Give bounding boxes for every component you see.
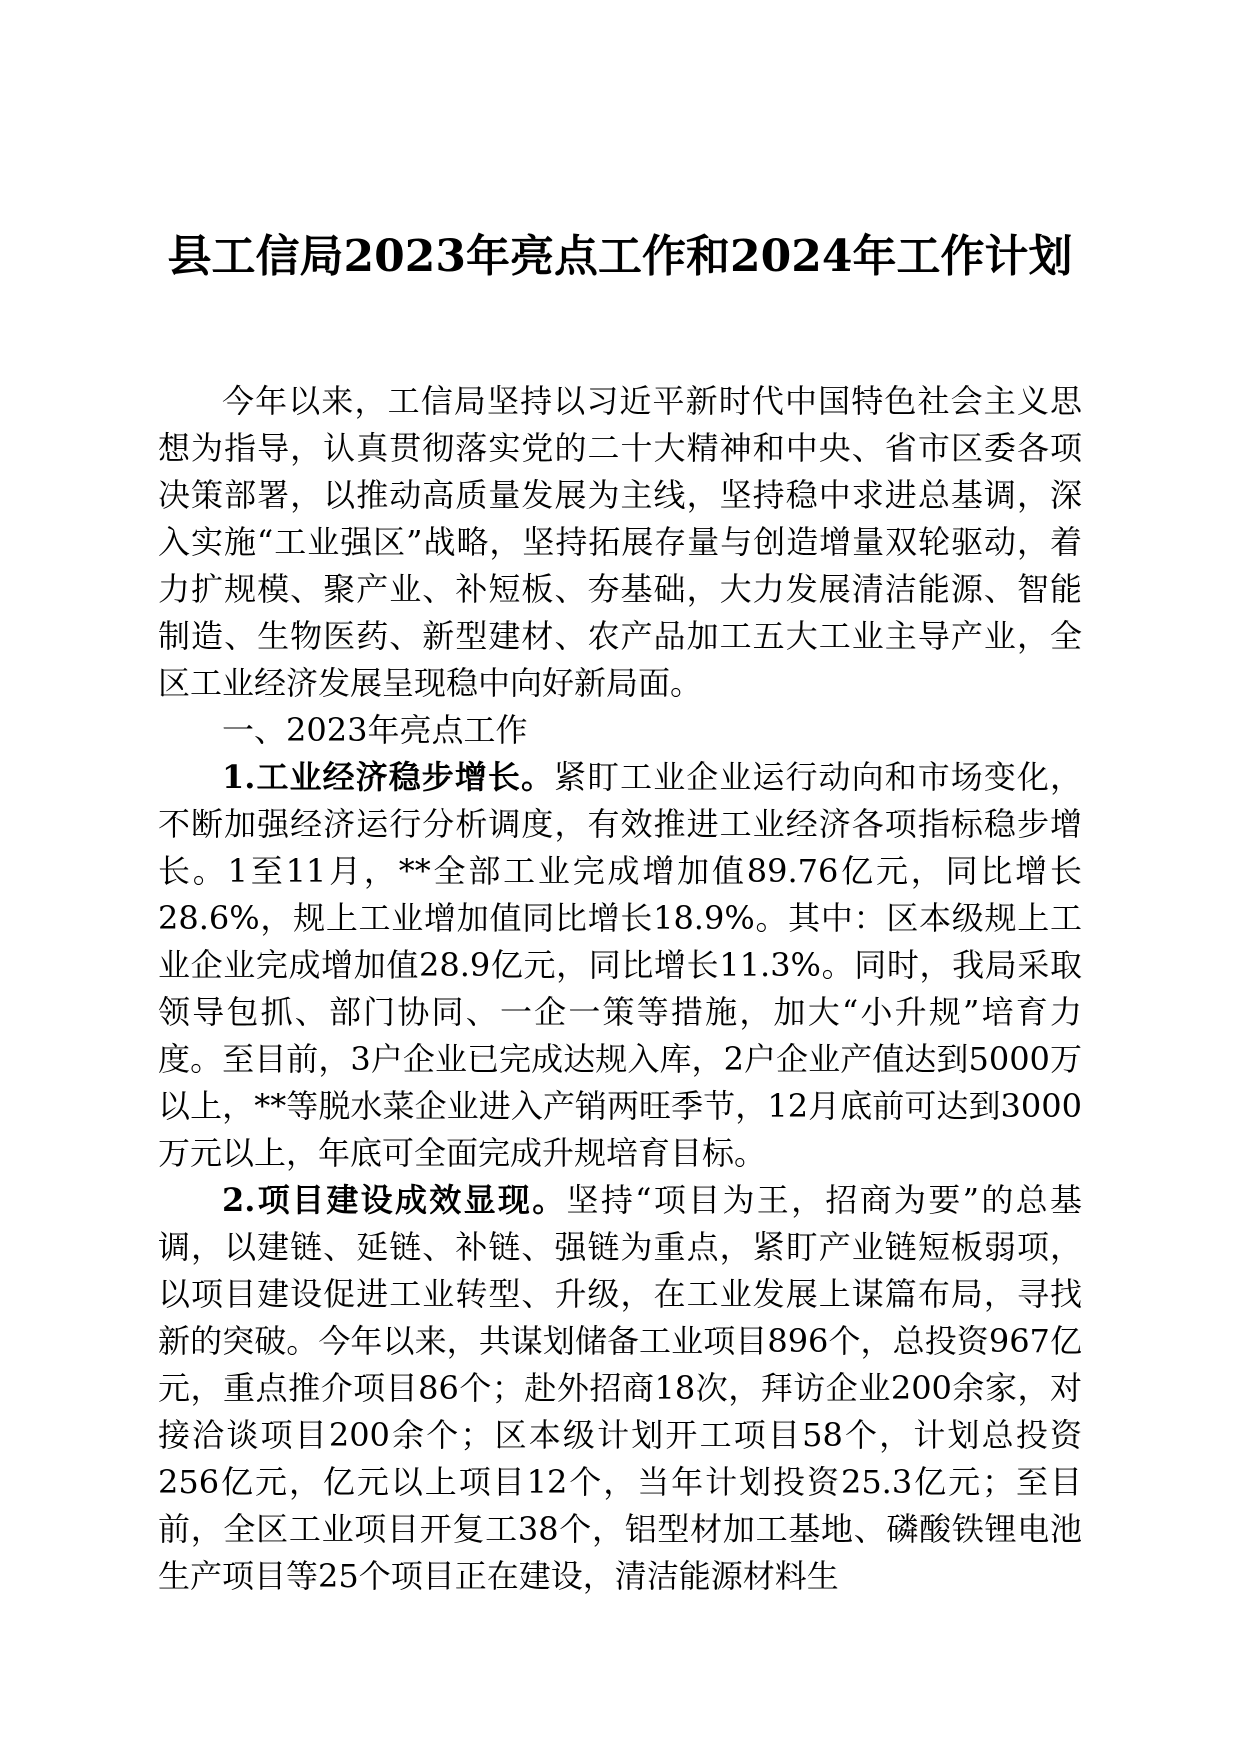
intro-paragraph: 今年以来，工信局坚持以习近平新时代中国特色社会主义思想为指导，认真贯彻落实党的二十大精神和中央、省市区委各项决策部署，以推动高质量发展为主线，坚持稳中求进总基调，深入实施“工业强区”战略，坚持拓展存量与创造增量双轮驱动，着力扩规模、聚产业、补短板、夯基础，大力发展清洁能源、智能制造、生物医药、新型建材、农产品加工五大工业主导产业，全区工业经济发展呈现稳中向好新局面。 — [158, 382, 1082, 702]
item-2-lead: 2.项目建设成效显现。 — [222, 1181, 567, 1219]
item-paragraph-1 — [158, 754, 1082, 1177]
document-body — [158, 378, 1082, 1600]
item-2-body: 坚持“项目为王，招商为要”的总基调，以建链、延链、补链、强链为重点，紧盯产业链短板弱项，以项目建设促进工业转型、升级，在工业发展上谋篇布局，寻找新的突破。今年以来，共谋划储备工业项目896个，总投资967亿元，重点推介项目86个；赴外招商18次，拜访企业200余家，对接洽谈项目200余个；区本级计划开工项目58个，计划总投资256亿元，亿元以上项目12个，当年计划投资25.3亿元；至目前，全区工业项目开复工38个，铝型材加工基地、磷酸铁锂电池生产项目等25个项目正在建设，清洁能源材料生 — [158, 1181, 1082, 1595]
section-heading: 一、2023年亮点工作 — [222, 711, 528, 749]
item-1-body: 紧盯工业企业运行动向和市场变化，不断加强经济运行分析调度，有效推进工业经济各项指标稳步增长。1至11月，**全部工业完成增加值89.76亿元，同比增长28.6%，规上工业增加值同比增长18.9%。其中：区本级规上工业企业完成增加值28.9亿元，同比增长11.3%。同时，我局采取领导包抓、部门协同、一企一策等措施，加大“小升规”培育力度。至目前，3户企业已完成达规入库，2户企业产值达到5000万以上，**等脱水菜企业进入产销两旺季节，12月底前可达到3000万元以上，年底可全面完成升规培育目标。 — [158, 758, 1082, 1172]
page-title: 县工信局2023年亮点工作和2024年工作计划 — [167, 231, 1073, 282]
item-paragraph-2 — [158, 1177, 1082, 1600]
item-1-lead: 1.工业经济稳步增长。 — [222, 758, 555, 796]
